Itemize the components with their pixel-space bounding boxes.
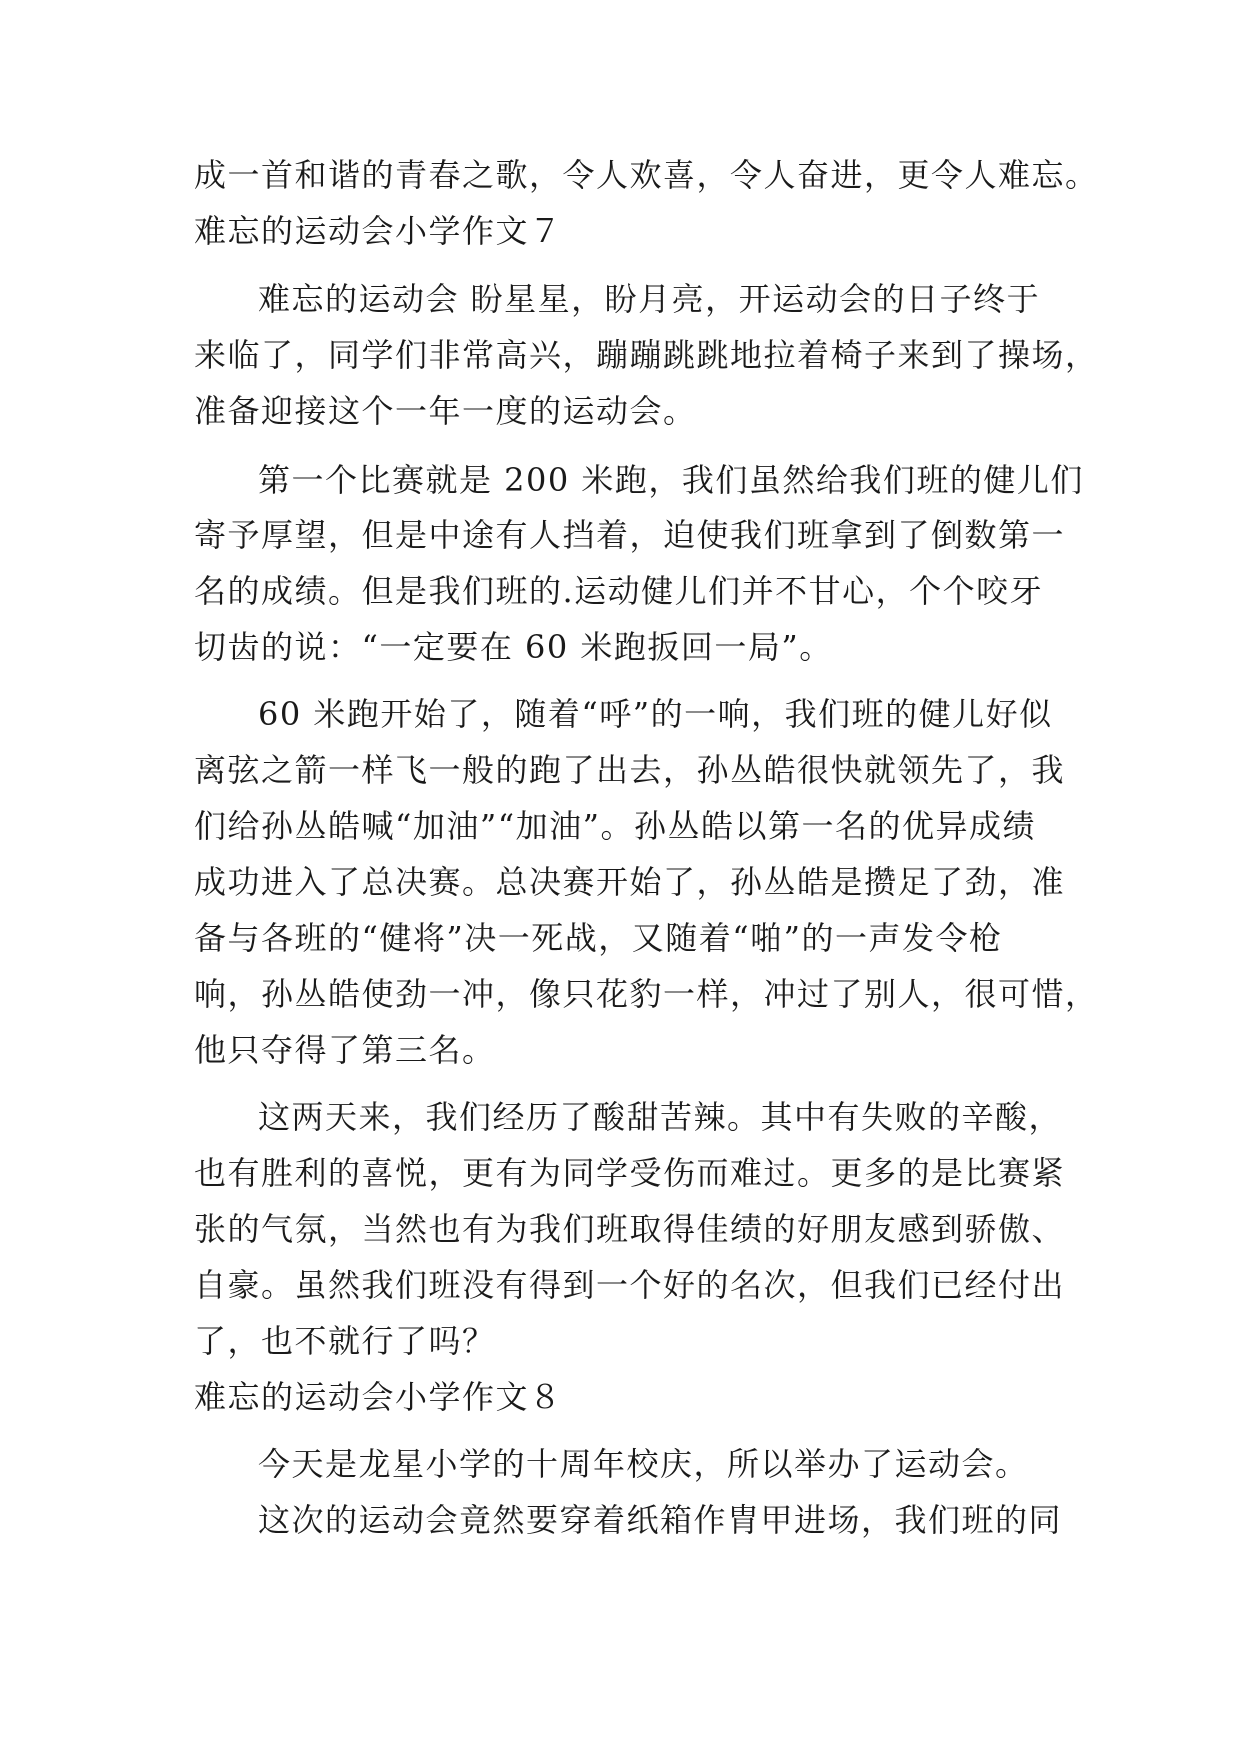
text-line: 他只夺得了第三名。 [194, 1031, 496, 1069]
text-line: 这次的运动会竟然要穿着纸箱作胄甲进场，我们班的同 [258, 1501, 1063, 1539]
text-line: 们给孙丛皓喊“加油”“加油”。孙丛皓以第一名的优异成绩 [194, 807, 1036, 845]
text-line: 60 米跑开始了，随着“呼”的一响，我们班的健儿好似 [258, 695, 1053, 733]
text-line: 了，也不就行了吗？ [194, 1322, 496, 1360]
text-line: 第一个比赛就是 200 米跑，我们虽然给我们班的健儿们 [258, 461, 1084, 499]
text-line: 也有胜利的喜悦，更有为同学受伤而难过。更多的是比赛紧 [194, 1154, 1066, 1192]
text-line: 响，孙丛皓使劲一冲，像只花豹一样，冲过了别人，很可惜， [194, 975, 1099, 1013]
text-line: 准备迎接这个一年一度的运动会。 [194, 392, 697, 430]
text-line: 成一首和谐的青春之歌，令人欢喜，令人奋进，更令人难忘。 [194, 156, 1099, 194]
text-line: 名的成绩。但是我们班的.运动健儿们并不甘心，个个咬牙 [194, 572, 1044, 610]
text-line: 难忘的运动会 盼星星，盼月亮，开运动会的日子终于 [258, 280, 1041, 318]
text-line: 切齿的说：“一定要在 60 米跑扳回一局”。 [194, 628, 833, 666]
text-line: 张的气氛，当然也有为我们班取得佳绩的好朋友感到骄傲、 [194, 1210, 1066, 1248]
text-line: 自豪。虽然我们班没有得到一个好的名次，但我们已经付出 [194, 1266, 1066, 1304]
text-line: 今天是龙星小学的十周年校庆，所以举办了运动会。 [258, 1445, 1029, 1483]
section-heading: 难忘的运动会小学作文７ [194, 212, 563, 250]
text-line: 成功进入了总决赛。总决赛开始了，孙丛皓是攒足了劲，准 [194, 863, 1066, 901]
section-heading: 难忘的运动会小学作文８ [194, 1378, 563, 1416]
text-line: 离弦之箭一样飞一般的跑了出去，孙丛皓很快就领先了，我 [194, 751, 1066, 789]
text-line: 寄予厚望，但是中途有人挡着，迫使我们班拿到了倒数第一 [194, 516, 1066, 554]
text-line: 这两天来，我们经历了酸甜苦辣。其中有失败的辛酸， [258, 1098, 1063, 1136]
text-line: 备与各班的“健将”决一死战，又随着“啪”的一声发令枪 [194, 919, 1003, 957]
text-line: 来临了，同学们非常高兴，蹦蹦跳跳地拉着椅子来到了操场， [194, 336, 1099, 374]
